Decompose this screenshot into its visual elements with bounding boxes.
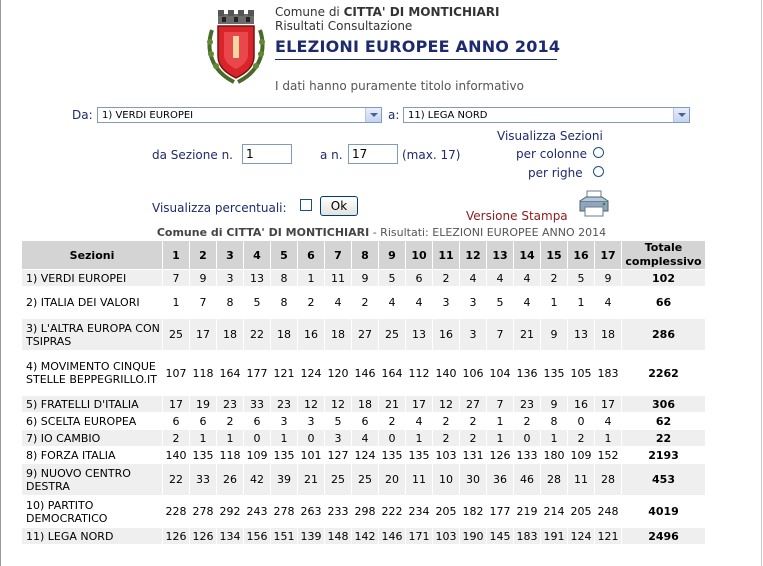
party-name-cell: 2) ITALIA DEI VALORI xyxy=(22,287,163,319)
vote-cell: 2 xyxy=(379,413,406,430)
col-header-total: Totale complessivo xyxy=(622,241,706,270)
vote-cell: 9 xyxy=(595,270,622,287)
vote-cell: 164 xyxy=(379,351,406,396)
vote-cell: 205 xyxy=(568,496,595,528)
table-row xyxy=(22,496,706,528)
vote-cell: 16 xyxy=(298,319,325,351)
vote-cell: 25 xyxy=(379,319,406,351)
table-caption: Comune di CITTA' DI MONTICHIARI - Risultati: ELEZIONI EUROPEE ANNO 2014 xyxy=(156,226,607,239)
vote-cell: 1 xyxy=(595,430,622,447)
table-row xyxy=(22,528,706,545)
vote-cell: 214 xyxy=(541,496,568,528)
vote-cell: 222 xyxy=(379,496,406,528)
vote-cell: 2 xyxy=(352,287,379,319)
vote-cell: 21 xyxy=(379,396,406,413)
col-header-section: 4 xyxy=(244,241,271,270)
coat-of-arms-icon xyxy=(204,8,268,84)
vote-cell: 126 xyxy=(190,528,217,545)
vote-cell: 145 xyxy=(487,528,514,545)
vote-cell: 142 xyxy=(352,528,379,545)
vote-cell: 25 xyxy=(352,464,379,496)
vote-cell: 4 xyxy=(514,287,541,319)
vote-cell: 2 xyxy=(433,430,460,447)
vote-cell: 36 xyxy=(487,464,514,496)
vote-cell: 22 xyxy=(163,464,190,496)
vote-cell: 2 xyxy=(217,413,244,430)
vote-cell: 42 xyxy=(244,464,271,496)
view-sections-label: Visualizza Sezioni xyxy=(497,129,603,143)
vote-cell: 205 xyxy=(433,496,460,528)
vote-cell: 1 xyxy=(568,287,595,319)
vote-cell: 2 xyxy=(433,413,460,430)
total-cell: 22 xyxy=(622,430,706,447)
vote-cell: 0 xyxy=(298,430,325,447)
vote-cell: 2 xyxy=(460,413,487,430)
page-title: ELEZIONI EUROPEE ANNO 2014 xyxy=(275,37,561,56)
party-name-cell: 7) IO CAMBIO xyxy=(22,430,163,447)
vote-cell: 105 xyxy=(568,351,595,396)
party-name-cell: 9) NUOVO CENTRO DESTRA xyxy=(22,464,163,496)
vote-cell: 13 xyxy=(406,319,433,351)
chevron-down-icon xyxy=(673,108,689,122)
vote-cell: 8 xyxy=(271,287,298,319)
vote-cell: 4 xyxy=(379,287,406,319)
vote-cell: 1 xyxy=(487,430,514,447)
vote-cell: 2 xyxy=(541,270,568,287)
vote-cell: 151 xyxy=(271,528,298,545)
vote-cell: 4 xyxy=(487,270,514,287)
vote-cell: 22 xyxy=(244,319,271,351)
vote-cell: 135 xyxy=(190,447,217,464)
vote-cell: 8 xyxy=(541,413,568,430)
vote-cell: 177 xyxy=(487,496,514,528)
vote-cell: 23 xyxy=(271,396,298,413)
vote-cell: 18 xyxy=(325,319,352,351)
vote-cell: 106 xyxy=(460,351,487,396)
vote-cell: 3 xyxy=(298,413,325,430)
vote-cell: 3 xyxy=(325,430,352,447)
vote-cell: 1 xyxy=(190,430,217,447)
vote-cell: 25 xyxy=(325,464,352,496)
col-header-section: 12 xyxy=(460,241,487,270)
chevron-down-icon xyxy=(365,108,381,122)
table-header-row xyxy=(22,241,706,270)
results-table xyxy=(21,240,706,545)
col-header-section: 15 xyxy=(541,241,568,270)
vote-cell: 8 xyxy=(271,270,298,287)
vote-cell: 140 xyxy=(163,447,190,464)
vote-cell: 1 xyxy=(541,430,568,447)
vote-cell: 6 xyxy=(352,413,379,430)
vote-cell: 248 xyxy=(595,496,622,528)
to-party-label: a: xyxy=(388,108,400,122)
vote-cell: 25 xyxy=(163,319,190,351)
vote-cell: 109 xyxy=(568,447,595,464)
from-party-select[interactable] xyxy=(97,107,382,123)
total-cell: 66 xyxy=(622,287,706,319)
vote-cell: 152 xyxy=(595,447,622,464)
vote-cell: 3 xyxy=(433,287,460,319)
vote-cell: 18 xyxy=(217,319,244,351)
vote-cell: 135 xyxy=(541,351,568,396)
vote-cell: 9 xyxy=(541,396,568,413)
from-party-label: Da: xyxy=(72,108,93,122)
vote-cell: 2 xyxy=(460,430,487,447)
vote-cell: 17 xyxy=(406,396,433,413)
party-name-cell: 3) L'ALTRA EUROPA CON TSIPRAS xyxy=(22,319,163,351)
vote-cell: 5 xyxy=(379,270,406,287)
ok-button[interactable]: Ok xyxy=(320,196,358,216)
vote-cell: 8 xyxy=(217,287,244,319)
by-rows-radio[interactable] xyxy=(593,166,604,177)
vote-cell: 133 xyxy=(514,447,541,464)
vote-cell: 0 xyxy=(244,430,271,447)
title-underline xyxy=(275,59,557,60)
vote-cell: 16 xyxy=(433,319,460,351)
total-cell: 2496 xyxy=(622,528,706,545)
vote-cell: 27 xyxy=(352,319,379,351)
vote-cell: 12 xyxy=(433,396,460,413)
vote-cell: 278 xyxy=(271,496,298,528)
table-row xyxy=(22,287,706,319)
vote-cell: 171 xyxy=(406,528,433,545)
print-version-link[interactable]: Versione Stampa xyxy=(466,209,568,223)
vote-cell: 156 xyxy=(244,528,271,545)
window-border-right xyxy=(761,0,762,566)
vote-cell: 124 xyxy=(352,447,379,464)
vote-cell: 6 xyxy=(190,413,217,430)
table-row xyxy=(22,430,706,447)
vote-cell: 3 xyxy=(271,413,298,430)
col-header-section: 8 xyxy=(352,241,379,270)
vote-cell: 4 xyxy=(406,287,433,319)
vote-cell: 33 xyxy=(190,464,217,496)
vote-cell: 12 xyxy=(298,396,325,413)
table-row xyxy=(22,447,706,464)
col-header-sections: Sezioni xyxy=(22,241,163,270)
vote-cell: 4 xyxy=(460,270,487,287)
page-subtitle: Risultati Consultazione xyxy=(275,19,413,33)
vote-cell: 103 xyxy=(433,447,460,464)
vote-cell: 2 xyxy=(163,430,190,447)
vote-cell: 121 xyxy=(271,351,298,396)
vote-cell: 124 xyxy=(568,528,595,545)
vote-cell: 146 xyxy=(352,351,379,396)
vote-cell: 33 xyxy=(244,396,271,413)
vote-cell: 7 xyxy=(163,270,190,287)
table-row xyxy=(22,396,706,413)
from-party-value: 1) VERDI EUROPEI xyxy=(102,110,194,121)
vote-cell: 1 xyxy=(217,430,244,447)
table-row xyxy=(22,351,706,396)
vote-cell: 39 xyxy=(271,464,298,496)
vote-cell: 180 xyxy=(541,447,568,464)
vote-cell: 135 xyxy=(406,447,433,464)
vote-cell: 12 xyxy=(325,396,352,413)
vote-cell: 164 xyxy=(217,351,244,396)
table-row xyxy=(22,319,706,351)
vote-cell: 228 xyxy=(163,496,190,528)
show-percent-label: Visualizza percentuali: xyxy=(152,201,287,215)
col-header-section: 2 xyxy=(190,241,217,270)
vote-cell: 7 xyxy=(487,319,514,351)
municipality-line: Comune di CITTA' DI MONTICHIARI xyxy=(275,5,500,19)
vote-cell: 21 xyxy=(514,319,541,351)
vote-cell: 13 xyxy=(244,270,271,287)
vote-cell: 112 xyxy=(406,351,433,396)
vote-cell: 19 xyxy=(190,396,217,413)
col-header-section: 16 xyxy=(568,241,595,270)
vote-cell: 182 xyxy=(460,496,487,528)
party-name-cell: 11) LEGA NORD xyxy=(22,528,163,545)
vote-cell: 183 xyxy=(595,351,622,396)
show-percent-checkbox[interactable] xyxy=(300,199,312,211)
vote-cell: 4 xyxy=(352,430,379,447)
party-name-cell: 10) PARTITO DEMOCRATICO xyxy=(22,496,163,528)
section-to-input[interactable]: 17 xyxy=(348,144,398,164)
vote-cell: 7 xyxy=(190,287,217,319)
total-cell: 286 xyxy=(622,319,706,351)
to-party-value: 11) LEGA NORD xyxy=(408,110,488,121)
vote-cell: 2 xyxy=(568,430,595,447)
vote-cell: 7 xyxy=(487,396,514,413)
vote-cell: 27 xyxy=(460,396,487,413)
vote-cell: 1 xyxy=(271,430,298,447)
vote-cell: 107 xyxy=(163,351,190,396)
vote-cell: 146 xyxy=(379,528,406,545)
vote-cell: 18 xyxy=(595,319,622,351)
printer-icon[interactable] xyxy=(578,190,610,218)
vote-cell: 46 xyxy=(514,464,541,496)
vote-cell: 17 xyxy=(163,396,190,413)
max-sections-note: (max. 17) xyxy=(402,148,461,162)
vote-cell: 23 xyxy=(514,396,541,413)
vote-cell: 278 xyxy=(190,496,217,528)
vote-cell: 2 xyxy=(433,270,460,287)
col-header-section: 1 xyxy=(163,241,190,270)
vote-cell: 6 xyxy=(244,413,271,430)
col-header-section: 14 xyxy=(514,241,541,270)
vote-cell: 9 xyxy=(190,270,217,287)
vote-cell: 26 xyxy=(217,464,244,496)
vote-cell: 11 xyxy=(406,464,433,496)
vote-cell: 5 xyxy=(244,287,271,319)
col-header-section: 3 xyxy=(217,241,244,270)
vote-cell: 136 xyxy=(514,351,541,396)
vote-cell: 1 xyxy=(541,287,568,319)
vote-cell: 190 xyxy=(460,528,487,545)
vote-cell: 103 xyxy=(433,528,460,545)
col-header-section: 17 xyxy=(595,241,622,270)
vote-cell: 5 xyxy=(568,270,595,287)
vote-cell: 18 xyxy=(352,396,379,413)
vote-cell: 131 xyxy=(460,447,487,464)
vote-cell: 4 xyxy=(325,287,352,319)
vote-cell: 233 xyxy=(325,496,352,528)
vote-cell: 2 xyxy=(298,287,325,319)
vote-cell: 148 xyxy=(325,528,352,545)
vote-cell: 1 xyxy=(406,430,433,447)
vote-cell: 1 xyxy=(298,270,325,287)
col-header-section: 6 xyxy=(298,241,325,270)
vote-cell: 4 xyxy=(514,270,541,287)
vote-cell: 11 xyxy=(568,464,595,496)
party-name-cell: 4) MOVIMENTO CINQUE STELLE BEPPEGRILLO.IT xyxy=(22,351,163,396)
vote-cell: 21 xyxy=(298,464,325,496)
disclaimer-text: I dati hanno puramente titolo informativo xyxy=(275,79,524,93)
window-border-left xyxy=(0,0,1,566)
vote-cell: 20 xyxy=(379,464,406,496)
vote-cell: 135 xyxy=(379,447,406,464)
total-cell: 2193 xyxy=(622,447,706,464)
table-row xyxy=(22,464,706,496)
party-name-cell: 5) FRATELLI D'ITALIA xyxy=(22,396,163,413)
vote-cell: 127 xyxy=(325,447,352,464)
vote-cell: 3 xyxy=(217,270,244,287)
col-header-section: 7 xyxy=(325,241,352,270)
by-columns-label: per colonne xyxy=(516,147,587,161)
vote-cell: 10 xyxy=(433,464,460,496)
table-row xyxy=(22,413,706,430)
by-rows-label: per righe xyxy=(528,166,583,180)
vote-cell: 4 xyxy=(595,413,622,430)
total-cell: 453 xyxy=(622,464,706,496)
total-cell: 62 xyxy=(622,413,706,430)
by-columns-radio[interactable] xyxy=(593,147,604,158)
vote-cell: 3 xyxy=(460,287,487,319)
vote-cell: 5 xyxy=(325,413,352,430)
vote-cell: 0 xyxy=(514,430,541,447)
section-from-input[interactable]: 1 xyxy=(242,144,292,164)
vote-cell: 3 xyxy=(460,319,487,351)
vote-cell: 219 xyxy=(514,496,541,528)
vote-cell: 16 xyxy=(568,396,595,413)
vote-cell: 121 xyxy=(595,528,622,545)
col-header-section: 9 xyxy=(379,241,406,270)
vote-cell: 134 xyxy=(217,528,244,545)
vote-cell: 126 xyxy=(487,447,514,464)
to-party-select[interactable] xyxy=(403,107,690,123)
total-cell: 4019 xyxy=(622,496,706,528)
vote-cell: 13 xyxy=(568,319,595,351)
vote-cell: 18 xyxy=(271,319,298,351)
vote-cell: 120 xyxy=(325,351,352,396)
vote-cell: 2 xyxy=(514,413,541,430)
vote-cell: 135 xyxy=(271,447,298,464)
col-header-section: 5 xyxy=(271,241,298,270)
vote-cell: 298 xyxy=(352,496,379,528)
vote-cell: 28 xyxy=(595,464,622,496)
vote-cell: 1 xyxy=(487,413,514,430)
vote-cell: 30 xyxy=(460,464,487,496)
vote-cell: 9 xyxy=(541,319,568,351)
total-cell: 102 xyxy=(622,270,706,287)
vote-cell: 234 xyxy=(406,496,433,528)
vote-cell: 183 xyxy=(514,528,541,545)
vote-cell: 140 xyxy=(433,351,460,396)
vote-cell: 118 xyxy=(217,447,244,464)
vote-cell: 191 xyxy=(541,528,568,545)
vote-cell: 101 xyxy=(298,447,325,464)
vote-cell: 109 xyxy=(244,447,271,464)
section-to-label: a n. xyxy=(320,148,343,162)
party-name-cell: 8) FORZA ITALIA xyxy=(22,447,163,464)
vote-cell: 6 xyxy=(163,413,190,430)
table-row xyxy=(22,270,706,287)
vote-cell: 9 xyxy=(352,270,379,287)
vote-cell: 6 xyxy=(406,270,433,287)
vote-cell: 4 xyxy=(406,413,433,430)
vote-cell: 292 xyxy=(217,496,244,528)
vote-cell: 28 xyxy=(541,464,568,496)
vote-cell: 4 xyxy=(595,287,622,319)
vote-cell: 5 xyxy=(487,287,514,319)
vote-cell: 126 xyxy=(163,528,190,545)
vote-cell: 23 xyxy=(217,396,244,413)
total-cell: 2262 xyxy=(622,351,706,396)
vote-cell: 177 xyxy=(244,351,271,396)
vote-cell: 17 xyxy=(595,396,622,413)
vote-cell: 1 xyxy=(163,287,190,319)
party-name-cell: 6) SCELTA EUROPEA xyxy=(22,413,163,430)
vote-cell: 124 xyxy=(298,351,325,396)
col-header-section: 13 xyxy=(487,241,514,270)
col-header-section: 11 xyxy=(433,241,460,270)
vote-cell: 0 xyxy=(379,430,406,447)
vote-cell: 0 xyxy=(568,413,595,430)
vote-cell: 11 xyxy=(325,270,352,287)
vote-cell: 118 xyxy=(190,351,217,396)
col-header-section: 10 xyxy=(406,241,433,270)
vote-cell: 139 xyxy=(298,528,325,545)
vote-cell: 263 xyxy=(298,496,325,528)
vote-cell: 243 xyxy=(244,496,271,528)
section-from-label: da Sezione n. xyxy=(152,148,233,162)
total-cell: 306 xyxy=(622,396,706,413)
vote-cell: 104 xyxy=(487,351,514,396)
vote-cell: 17 xyxy=(190,319,217,351)
party-name-cell: 1) VERDI EUROPEI xyxy=(22,270,163,287)
